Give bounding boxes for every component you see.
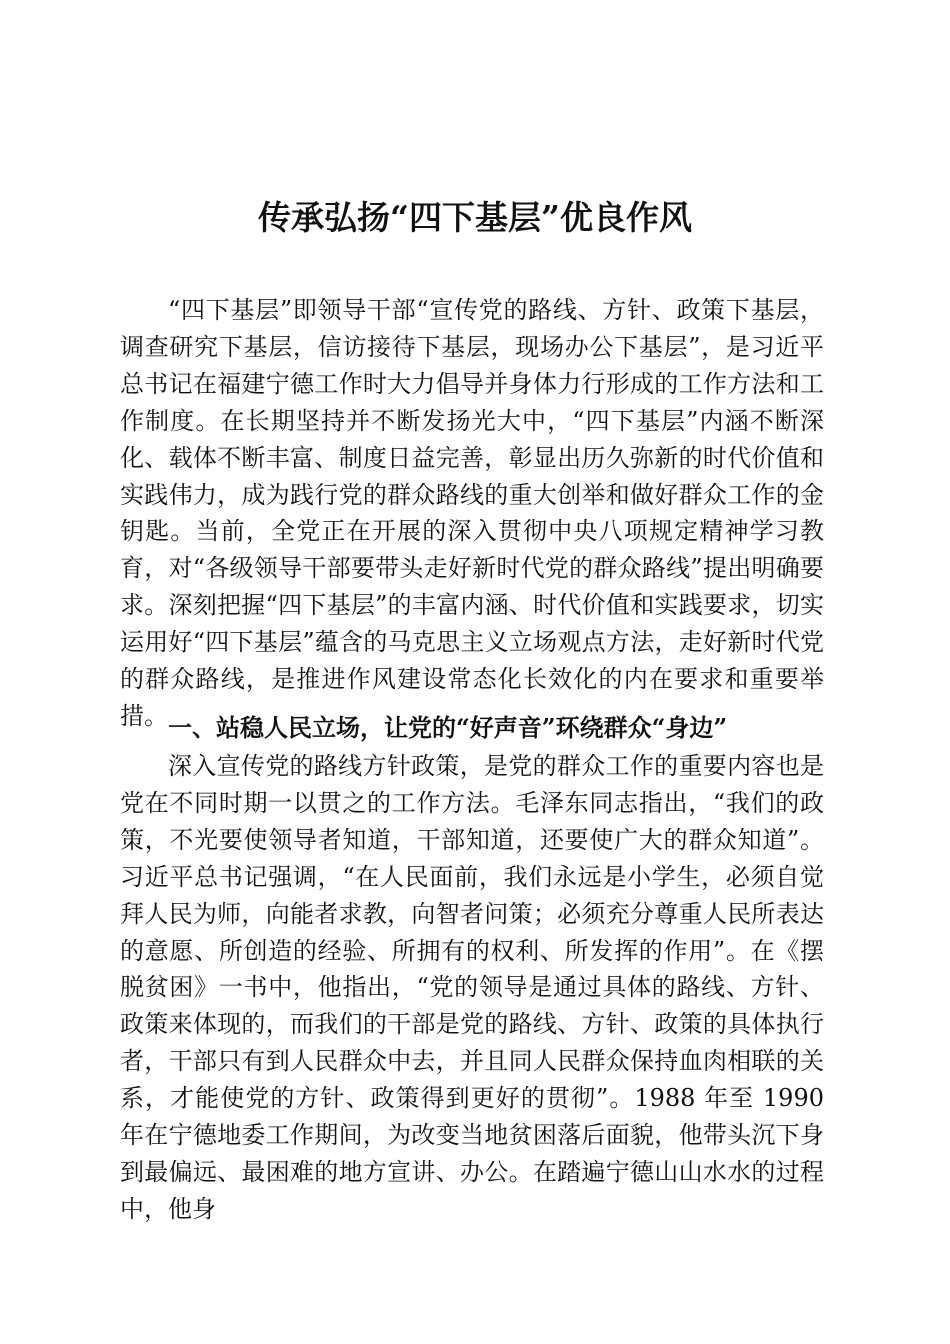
- intro-paragraph: “四下基层”即领导干部“宣传党的路线、方针、政策下基层，调查研究下基层，信访接待下基层，现场办公下基层”，是习近平总书记在福建宁德工作时大力倡导并身体力行形成的工作方法和工作制度。在长期坚持并不断发扬光大中，“四下基层”内涵不断深化、载体不断丰富、制度日益完善，彰显出历久弥新的时代价值和实践伟力，成为践行党的群众路线的重大创举和做好群众工作的金钥匙。当前，全党正在开展的深入贯彻中央八项规定精神学习教育，对“各级领导干部要带头走好新时代党的群众路线”提出明确要求。深刻把握“四下基层”的丰富内涵、时代价值和实践要求，切实运用好“四下基层”蕴含的马克思主义立场观点方法，走好新时代党的群众路线，是推进作风建设常态化长效化的内在要求和重要举措。: [120, 296, 824, 730]
- section-1-paragraph: 深入宣传党的路线方针政策，是党的群众工作的重要内容也是党在不同时期一以贯之的工作方法。毛泽东同志指出，“我们的政策，不光要使领导者知道，干部知道，还要使广大的群众知道”。习近平总书记强调，“在人民面前，我们永远是小学生，必须自觉拜人民为师，向能者求教，向智者问策；必须充分尊重人民所表达的意愿、所创造的经验、所拥有的权利、所发挥的作用”。在《摆脱贫困》一书中，他指出，“党的领导是通过具体的路线、方针、政策来体现的，而我们的干部是党的路线、方针、政策的具体执行者，干部只有到人民群众中去，并且同人民群众保持血肉相联的关系，才能使党的方针、政策得到更好的贯彻”。1988 年至 1990 年在宁德地委工作期间，为改变当地贫困落后面貌，他带头沉下身到最偏远、最困难的地方宣讲、办公。在踏遍宁德山山水水的过程中，他身: [120, 752, 824, 1223]
- section-heading-1: 一、站稳人民立场，让党的“好声音”环绕群众“身边”: [168, 713, 728, 742]
- document-title: 传承弘扬“四下基层”优良作风: [258, 198, 692, 237]
